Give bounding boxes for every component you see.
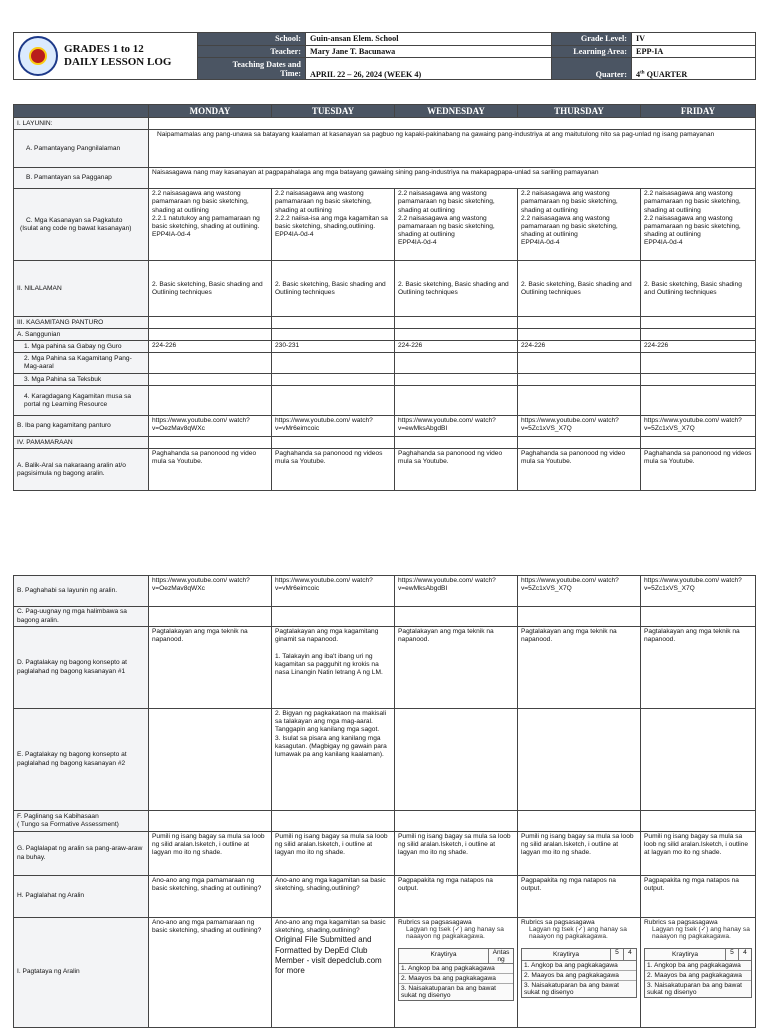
kasanayan-thursday: 2.2 naisasagawa ang wastong pamamaraan ng basic sketching, shading at outlining 2.2 naisasagawa ang wastong pamamaraan ng basic sketching, shading at outlining EPP4IA-0d-4 <box>518 189 641 261</box>
quarter-label: Quarter: <box>552 58 632 80</box>
balik-aral-tuesday: Paghahanda sa panonood ng videos mula sa Youtube. <box>272 449 395 491</box>
label-paglinang: F. Paglinang sa Kabihasaan ( Tungo sa Formative Assessment) <box>14 811 149 832</box>
guro-friday: 224-226 <box>641 341 756 353</box>
paglalahat-tuesday: Ano-ano ang mga kagamitan sa basic sketching, shading,outlining? <box>272 876 395 918</box>
dates-label: Teaching Dates and Time: <box>198 58 306 80</box>
label-balik-aral: A. Balik-Aral sa nakaraang aralin at/o pagsisimula ng bagong aralin. <box>14 449 149 491</box>
teacher-value: Mary Jane T. Bacunawa <box>306 45 552 58</box>
label-teksbuk: 3. Mga Pahina sa Teksbuk <box>14 374 149 386</box>
label-pagtalakay-1: D. Pagtalakay ng bagong konsepto at paglalahad ng bagong kasanayan #1 <box>14 627 149 709</box>
label-kagamitang-mag-aaral: 2. Mga Pahina sa Kagamitang Pang-Mag-aaral <box>14 353 149 374</box>
paglalahat-wednesday: Pagpapakita ng mga natapos na output. <box>395 876 518 918</box>
label-gabay-guro: 1. Mga pahina sa Gabay ng Guro <box>14 341 149 353</box>
label-karagdagang: 4. Karagdagang Kagamitan musa sa portal ng Learning Resource <box>14 386 149 416</box>
kasanayan-wednesday: 2.2 naisasagawa ang wastong pamamaraan ng basic sketching, shading at outlining 2.2 naisasagawa ang wastong pamamaraan ng basic sketching, shading at outlining EPP4IA-0d-4 <box>395 189 518 261</box>
paglalahat-thursday: Pagpapakita ng mga natapos na output. <box>518 876 641 918</box>
label-pagganap: B. Pamantayan sa Pagganap <box>14 168 149 189</box>
grade-value: IV <box>632 33 756 46</box>
nilalaman-monday: 2. Basic sketching, Basic shading and Outlining techniques <box>149 261 272 317</box>
link-monday[interactable]: https://www.youtube.com/ watch?v=OezMav8qWXc <box>149 416 272 437</box>
guro-thursday: 224-226 <box>518 341 641 353</box>
paglalapat-friday: Pumili ng isang bagay sa mula sa loob ng silid aralan.Isketch, i outline at lagyan mo ito ng shade. <box>641 832 756 876</box>
paghahabi-tuesday[interactable]: https://www.youtube.com/ watch?v=vMr6eimcoic <box>272 576 395 607</box>
lesson-table-page-1 <box>13 104 756 491</box>
label-kasanayan: C. Mga Kasanayan sa Pagkatuto (Isulat ang code ng bawat kasanayan) <box>14 189 149 261</box>
paglalahat-monday: Ano-ano ang mga pamamaraan ng basic sketching, shading at outlining? <box>149 876 272 918</box>
balik-aral-thursday: Paghahanda sa panonood ng video mula sa Youtube. <box>518 449 641 491</box>
label-iba-pang: B. Iba pang kagamitang panturo <box>14 416 149 437</box>
paghahabi-thursday[interactable]: https://www.youtube.com/ watch?v=5Zc1xVS_X7Q <box>518 576 641 607</box>
area-value: EPP-IA <box>632 45 756 58</box>
label-paglalahat: H. Paglalahat ng Aralin <box>14 876 149 918</box>
balik-aral-wednesday: Paghahanda sa panonood ng video mula sa Youtube. <box>395 449 518 491</box>
day-header-blank <box>14 105 149 118</box>
pagtalakay1-monday: Pagtalakayan ang mga teknik na napanood. <box>149 627 272 709</box>
grade-label: Grade Level: <box>552 33 632 46</box>
balik-aral-monday: Paghahanda sa panonood ng video mula sa Youtube. <box>149 449 272 491</box>
section-layunin: I. LAYUNIN: <box>14 118 149 130</box>
pagtalakay1-thursday: Pagtalakayan ang mga teknik na napanood. <box>518 627 641 709</box>
school-label: School: <box>198 33 306 46</box>
pagtalakay1-friday: Pagtalakayan ang mga teknik na napanood. <box>641 627 756 709</box>
school-value: Guin-ansan Elem. School <box>306 33 552 46</box>
kasanayan-monday: 2.2 naisasagawa ang wastong pamamaraan ng basic sketching, shading at outlining 2.2.1 natutukoy ang pamamaraan ng basic sketching, shading at outlining. EPP4IA-0d-4 <box>149 189 272 261</box>
label-paghahabi: B. Paghahabi sa layunin ng aralin. <box>14 576 149 607</box>
area-label: Learning Area: <box>552 45 632 58</box>
rubric-table: Kraytirya 5 4 1. Angkop ba ang pagkakagawa 2. Maayos ba ang pagkakagawa 3. Naisakatuparan ba ang bawat sukat ng disenyo <box>644 948 752 998</box>
quarter-value: 4th QUARTER <box>632 58 756 80</box>
rubric-table: Kraytirya Antas ng 1. Angkop ba ang pagkakagawa 2. Maayos ba ang pagkakagawa 3. Naisakatuparan ba ang bawat sukat ng disenyo <box>398 948 514 1001</box>
pagtalakay1-wednesday: Pagtalakayan ang mga teknik na napanood. <box>395 627 518 709</box>
day-header-wednesday: WEDNESDAY <box>395 105 518 118</box>
pagganap-content: Naisasagawa nang may kasanayan at pagpapahalaga ang mga batayang gawaing sining pang-industriya na makapagpapa-unlad sa sariling pamayanan <box>149 168 756 189</box>
day-header-tuesday: TUESDAY <box>272 105 395 118</box>
label-pagtataya: I. Pagtataya ng Aralin <box>14 918 149 1028</box>
link-tuesday[interactable]: https://www.youtube.com/ watch?v=vMr6eimcoic <box>272 416 395 437</box>
deped-seal-icon <box>18 36 58 76</box>
paghahabi-wednesday[interactable]: https://www.youtube.com/ watch?v=ewMksAbgdBI <box>395 576 518 607</box>
brand-cell <box>14 33 198 80</box>
paglalapat-thursday: Pumili ng isang bagay sa mula sa loob ng silid aralan.Isketch, i outline at lagyan mo ito ng shade. <box>518 832 641 876</box>
pagtalakay2-tuesday: 2. Bigyan ng pagkakataon na makisali sa talakayan ang mga mag-aaral. Tanggapin ang kanilang mga sagot. 3. Isulat sa pisara ang kanilang mga kasagutan. (Magbigay ng gawain para lumawak pa ang kanilang kaalaman). <box>272 709 395 811</box>
teacher-label: Teacher: <box>198 45 306 58</box>
rubric-table: Kraytirya 5 4 1. Angkop ba ang pagkakagawa 2. Maayos ba ang pagkakagawa 3. Naisakatuparan ba ang bawat sukat ng disenyo <box>521 948 637 998</box>
section-sanggunian: A. Sanggunian <box>14 329 149 341</box>
paglalapat-wednesday: Pumili ng isang bagay sa mula sa loob ng silid aralan.Isketch, i outline at lagyan mo ito ng shade. <box>395 832 518 876</box>
paglalahat-friday: Pagpapakita ng mga natapos na output. <box>641 876 756 918</box>
guro-monday: 224-226 <box>149 341 272 353</box>
day-header-friday: FRIDAY <box>641 105 756 118</box>
kasanayan-friday: 2.2 naisasagawa ang wastong pamamaraan ng basic sketching, shading at outlining 2.2 naisasagawa ang wastong pamamaraan ng basic sketching, shading at outlining EPP4IA-0d-4 <box>641 189 756 261</box>
day-header-thursday: THURSDAY <box>518 105 641 118</box>
section-kagamitan: III. KAGAMITANG PANTURO <box>14 317 149 329</box>
pagtataya-monday: Ano-ano ang mga pamamaraan ng basic sketching, shading at outlining? <box>149 918 272 1028</box>
pagtalakay1-tuesday: Pagtalakayan ang mga kagamitang ginamit sa napanood. 1. Talakayin ang iba't ibang uri ng kagamitan sa pagguhit ng krokis na nasa Linangin Natin letrang A ng LM. <box>272 627 395 709</box>
pagtataya-tuesday: Ano-ano ang mga kagamitan sa basic sketching, shading,outlining? Original File Submitted and Formatted by DepEd Club Member - visit depedclub.com for more <box>272 918 395 1028</box>
lesson-table-page-2 <box>13 575 756 1028</box>
nilalaman-wednesday: 2. Basic sketching, Basic shading and Outlining techniques <box>395 261 518 317</box>
dates-value: APRIL 22 – 26, 2024 (WEEK 4) <box>306 58 552 80</box>
day-header-monday: MONDAY <box>149 105 272 118</box>
depedclub-note: Original File Submitted and Formatted by DepEd Club Member - visit depedclub.com for more <box>275 935 382 976</box>
nilalaman-friday: 2. Basic sketching, Basic shading and Outlining techniques <box>641 261 756 317</box>
label-pag-uugnay: C. Pag-uugnay ng mga halimbawa sa bagong aralin. <box>14 607 149 627</box>
link-friday[interactable]: https://www.youtube.com/ watch?v=5Zc1xVS_X7Q <box>641 416 756 437</box>
label-pagtalakay-2: E. Pagtalakay ng bagong konsepto at paglalahad ng bagong kasanayan #2 <box>14 709 149 811</box>
link-thursday[interactable]: https://www.youtube.com/ watch?v=5Zc1xVS_X7Q <box>518 416 641 437</box>
nilalaman-thursday: 2. Basic sketching, Basic shading and Outlining techniques <box>518 261 641 317</box>
label-nilalaman: II. NILALAMAN <box>14 261 149 317</box>
balik-aral-friday: Paghahanda sa panonood ng videos mula sa Youtube. <box>641 449 756 491</box>
link-wednesday[interactable]: https://www.youtube.com/ watch?v=ewMksAbgdBI <box>395 416 518 437</box>
nilalaman-tuesday: 2. Basic sketching, Basic shading and Outlining techniques <box>272 261 395 317</box>
paglalapat-tuesday: Pumili ng isang bagay sa mula sa loob ng silid aralan.Isketch, i outline at lagyan mo ito ng shade. <box>272 832 395 876</box>
pangnilalaman-content: Naipamamalas ang pang-unawa sa batayang kaalaman at kasanayan sa pagbuo ng kapaki-pakinabang na gawaing pang-industriya at ang maitutulong nito sa pag-unlad ng isang pamayanan <box>149 130 756 168</box>
label-paglalapat: G. Paglalapat ng aralin sa pang-araw-araw na buhay. <box>14 832 149 876</box>
rubric-wednesday: Rubrics sa pagsasagawa Lagyan ng tsek (✓) ang hanay sa naaayon ng pagkakagawa. Kraytirya Antas ng 1. Angkop ba ang pagkakagawa 2. Maayos ba ang pagkakagawa 3. Naisakatuparan ba ang bawat sukat ng disenyo <box>395 918 518 1028</box>
lesson-log-header <box>13 32 756 80</box>
section-pamamaraan: IV. PAMAMARAAN <box>14 437 149 449</box>
paghahabi-friday[interactable]: https://www.youtube.com/ watch?v=5Zc1xVS_X7Q <box>641 576 756 607</box>
label-pangnilalaman: A. Pamantayang Pangnilalaman <box>14 130 149 168</box>
rubric-friday: Rubrics sa pagsasagawa Lagyan ng tsek (✓) ang hanay sa naaayon ng pagkakagawa. Kraytirya 5 4 1. Angkop ba ang pagkakagawa 2. Maayos ba ang pagkakagawa 3. Naisakatuparan ba ang bawat sukat ng disenyo <box>641 918 756 1028</box>
guro-tuesday: 230-231 <box>272 341 395 353</box>
rubric-thursday: Rubrics sa pagsasagawa Lagyan ng tsek (✓) ang hanay sa naaayon ng pagkakagawa. Kraytirya 5 4 1. Angkop ba ang pagkakagawa 2. Maayos ba ang pagkakagawa 3. Naisakatuparan ba ang bawat sukat ng disenyo <box>518 918 641 1028</box>
paglalapat-monday: Pumili ng isang bagay sa mula sa loob ng silid aralan.Isketch, i outline at lagyan mo ito ng shade. <box>149 832 272 876</box>
brand-title: GRADES 1 to 12 DAILY LESSON LOG <box>64 43 172 68</box>
kasanayan-tuesday: 2.2 naisasagawa ang wastong pamamaraan ng basic sketching, shading at outlining 2.2.2 naiisa-isa ang mga kagamitan sa basic sketching, shading,outlining. EPP4IA-0d-4 <box>272 189 395 261</box>
paghahabi-monday[interactable]: https://www.youtube.com/ watch?v=OezMav8qWXc <box>149 576 272 607</box>
guro-wednesday: 224-226 <box>395 341 518 353</box>
